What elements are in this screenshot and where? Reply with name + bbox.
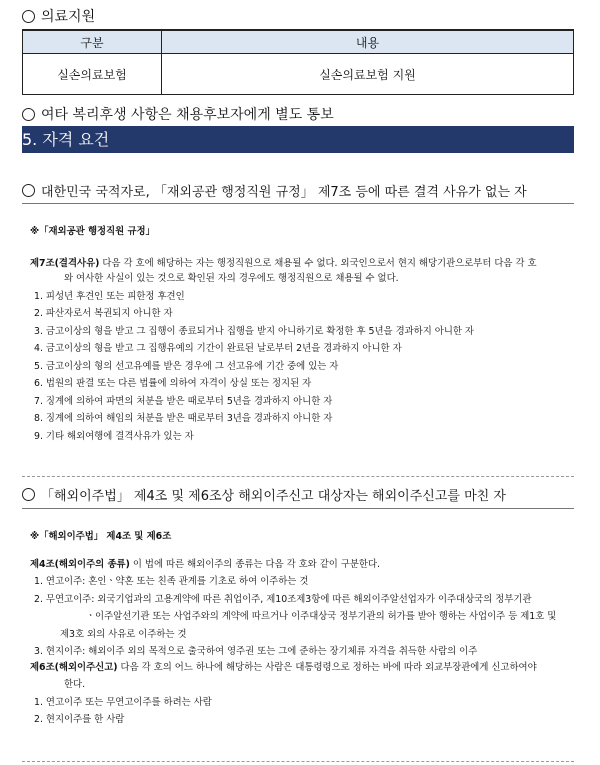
- table-header-row: [23, 30, 574, 54]
- circle-bullet-icon: [22, 184, 35, 197]
- section-title: 5. 자격 요건: [22, 130, 110, 149]
- article-label: 제7조(결격사유): [30, 257, 100, 269]
- circle-bullet-icon: [22, 10, 35, 23]
- table-cell-content: 실손의료보험 지원: [162, 54, 574, 95]
- list-item: 5. 금고이상의 형의 선고유예를 받은 경우에 그 선고유에 기간 중에 있는 자: [34, 360, 339, 372]
- table-header-category: 구분: [23, 30, 162, 54]
- list-item: 7. 징계에 의하여 파면의 처분을 받은 때로부터 5년을 경과하지 아니한 자: [34, 395, 333, 407]
- list-item: 2. 파산자로서 복권되지 아니한 자: [34, 308, 173, 319]
- list-item-continued: 제3호 외의 사유로 이주하는 것: [60, 628, 187, 640]
- table-cell-category: 실손의료보험: [23, 54, 162, 95]
- circle-bullet-icon: [22, 108, 35, 121]
- reference-title: ※「해외이주법」 제4조 및 제6조: [30, 531, 172, 542]
- requirement-2-heading: [22, 485, 506, 504]
- article-text-continued: 와 여사한 사실이 있는 것으로 확인된 자의 경우에도 행정직원으로 채용될 수 없다.: [64, 273, 399, 284]
- medical-heading-text: 의료지원: [41, 9, 96, 25]
- article-text: 이 법에 따른 해외이주의 종류는 다음 각 호와 같이 구분한다.: [129, 558, 381, 570]
- list-item-continued: ㆍ이주알선기관 또는 사업주와의 계약에 따르거나 이주대상국 정부기관의 허가를 받아 행하는 사업이주 등 제1호 및: [86, 611, 557, 622]
- list-item: 4. 금고이상의 형을 받고 그 집행유예의 기간이 완료된 날로부터 2년을 경과하지 아니한 자: [34, 343, 402, 354]
- list-item: 9. 기타 해외여행에 결격사유가 있는 자: [34, 430, 194, 442]
- article-6: [30, 660, 574, 676]
- article-4: [30, 557, 574, 573]
- requirement-1-heading-text: 대한민국 국적자로, 「재외공관 행정직원 규정」 제7조 등에 따른 결격 사유가 없는 자: [41, 185, 527, 200]
- article-text: 다음 각 호에 해당하는 자는 행정직원으로 채용될 수 없다. 외국인으로서 현지 해당기관으로부터 다음 각 호: [99, 257, 537, 269]
- article-label: 제4조(해외이주의 종류): [30, 558, 130, 570]
- requirement-2-reference-box: [22, 508, 574, 762]
- welfare-note-text: 여타 복리후생 사항은 채용후보자에게 별도 통보: [41, 107, 334, 123]
- circle-bullet-icon: [22, 488, 35, 501]
- section-title-bar: [22, 126, 574, 153]
- medical-heading: [22, 6, 95, 26]
- list-item: 1. 연고이주 또는 무연고이주를 하려는 사람: [34, 696, 212, 708]
- list-item: 8. 징계에 의하여 해임의 처분을 받은 때로부터 3년을 경과하지 아니한 자: [34, 413, 333, 424]
- requirement-1-heading: [22, 181, 527, 200]
- list-item: 2. 현지이주를 한 사람: [34, 714, 125, 725]
- list-item: 2. 무연고이주: 외국기업과의 고용계약에 따른 취업이주, 제10조제3항에 따른 해외이주알선업자가 이주대상국의 정부기관: [34, 593, 532, 605]
- table-row: [23, 54, 574, 95]
- article-7: [30, 256, 574, 272]
- list-item: 3. 금고이상의 형을 받고 그 집행이 종료되거나 집행을 받지 아니하기로 확정한 후 5년을 경과하지 아니한 자: [34, 325, 474, 337]
- article-text: 다음 각 호의 어느 하나에 해당하는 사람은 대통령령으로 정하는 바에 따라 외교부장관에게 신고하여야: [117, 661, 537, 673]
- requirement-2-heading-text: 「해외이주법」 제4조 및 제6조상 해외이주신고 대상자는 해외이주신고를 마친 자: [41, 489, 506, 504]
- list-item: 1. 피성년 후견인 또는 피한정 후견인: [34, 290, 185, 302]
- table-header-content: 내용: [162, 30, 574, 54]
- requirement-1-reference-box: [22, 203, 574, 477]
- medical-support-table: [22, 29, 574, 95]
- article-label: 제6조(해외이주신고): [30, 661, 118, 673]
- list-item: 3. 현지이주: 해외이주 외의 목적으로 출국하여 영주권 또는 그에 준하는 장기체류 자격을 취득한 사람의 이주: [34, 646, 478, 657]
- welfare-note: [22, 104, 334, 124]
- list-item: 1. 연고이주: 혼인ㆍ약혼 또는 친족 관계를 기초로 하여 이주하는 것: [34, 576, 309, 587]
- article-text-continued: 한다.: [64, 679, 86, 690]
- reference-title: ※「재외공관 행정직원 규정」: [30, 226, 155, 237]
- list-item: 6. 법원의 판결 또는 다른 법률에 의하여 자격이 상실 또는 정지된 자: [34, 378, 312, 389]
